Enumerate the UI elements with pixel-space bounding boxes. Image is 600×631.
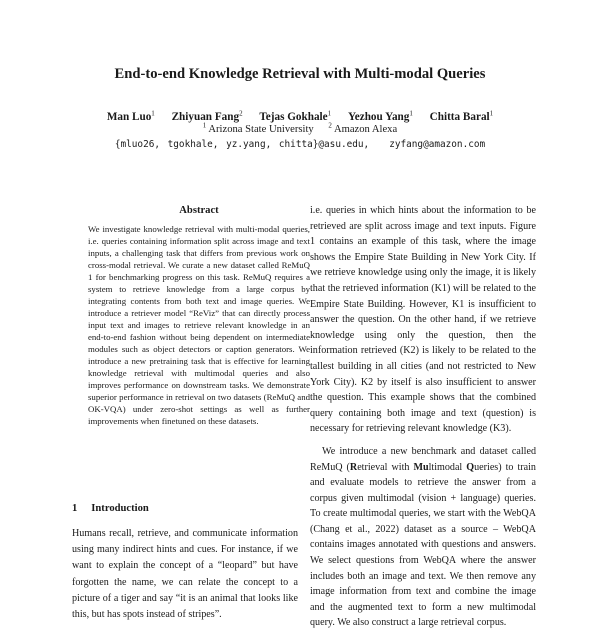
- section-title: Introduction: [91, 503, 149, 514]
- affiliation-1: $^1$ Arizona State University: [202, 121, 314, 135]
- paper-title: End-to-end Knowledge Retrieval with Multi-modal Queries: [114, 66, 486, 82]
- section-number: 1: [72, 503, 78, 514]
- author-emails: [0, 139, 600, 150]
- author-list: [0, 111, 600, 123]
- author-4: Yezhou Yang$^1$: [347, 109, 413, 123]
- author-1: Man Luo$^1$: [106, 109, 155, 123]
- right-column: [310, 203, 536, 631]
- affiliations: [0, 121, 600, 135]
- abstract-body: We investigate knowledge retrieval with multi-modal queries, i.e. queries containing information split across image and text inputs, a challenging task that differs from previous work on cross-modal retrieval. We curate a new dataset called ReMuQ 1 for benchmarking progress on this task. ReMuQ requires a system to retrieve knowledge from a large corpus by integrating contents from both text and image queries. We introduce a retriever model “ReViz” that can directly process input text and images to retrieve relevant knowledge in an end-to-end fashion without being dependent on intermediate modules such as object detectors or caption generators. We introduce a new pretraining task that is effective for learning knowledge retrieval with multimodal queries and also improves performance on downstream tasks. We demonstrate superior performance in retrieval on two datasets (ReMuQ and OK-VQA) under zero-shot settings as well as further improvements when finetuned on these datasets.: [88, 224, 310, 426]
- right-paragraph-2: We introduce a new benchmark and dataset called ReMuQ (Retrieval with Multimodal Queries) to train and evaluate models to retrieve the answer from a corpus given multimodal (vision + language) queries. To create multimodal queries, we start with the WebQA (Chang et al., 2022) dataset as a source – WebQA contains images annotated with questions and answers. We select questions from WebQA where the answer includes both an image and text. We then remove any image information from text and combine the image and the augmented text to form a new multimodal query. We also construct a large retrieval corpus.: [310, 445, 536, 629]
- email-asu: {mluo26, tgokhale, yz.yang, chitta}@asu.edu,: [114, 139, 370, 150]
- author-3: Tejas Gokhale$^1$: [259, 109, 332, 123]
- affiliation-2: $^2$ Amazon Alexa: [328, 121, 398, 135]
- email-amazon: zyfang@amazon.com: [389, 139, 486, 150]
- author-5: Chitta Baral$^1$: [429, 109, 494, 123]
- introduction-body: Humans recall, retrieve, and communicate information using many indirect hints and cues. For instance, if we want to explain the concept of a “leopard” but have forgotten the name, we can relate the concept to a picture of a tiger and say “it is an animal that looks like this, but has spots instead of stripes”.: [72, 528, 298, 621]
- author-2: Zhiyuan Fang$^2$: [171, 109, 243, 123]
- right-paragraph-1: i.e. queries in which hints about the information to be retrieved are split across image and text inputs. Figure 1 contains an example of this task, where the image shows the Empire State Building in New York City. If we retrieve knowledge using only the image, it is likely that the retrieved information (K1) will be related to the Empire State Building. However, K1 is insufficient to answer the question. On the other hand, if we retrieve knowledge using only the question, then the information retrieved (K2) is likely to be related to the tallest building in all cities (and not restricted to New York City). K2 by itself is also insufficient to answer the question. This example shows that the combined query containing both image and text (question) is necessary for retrieving relevant knowledge (K3).: [310, 205, 536, 435]
- section-heading-introduction: [72, 503, 149, 514]
- abstract-heading: Abstract: [179, 205, 219, 216]
